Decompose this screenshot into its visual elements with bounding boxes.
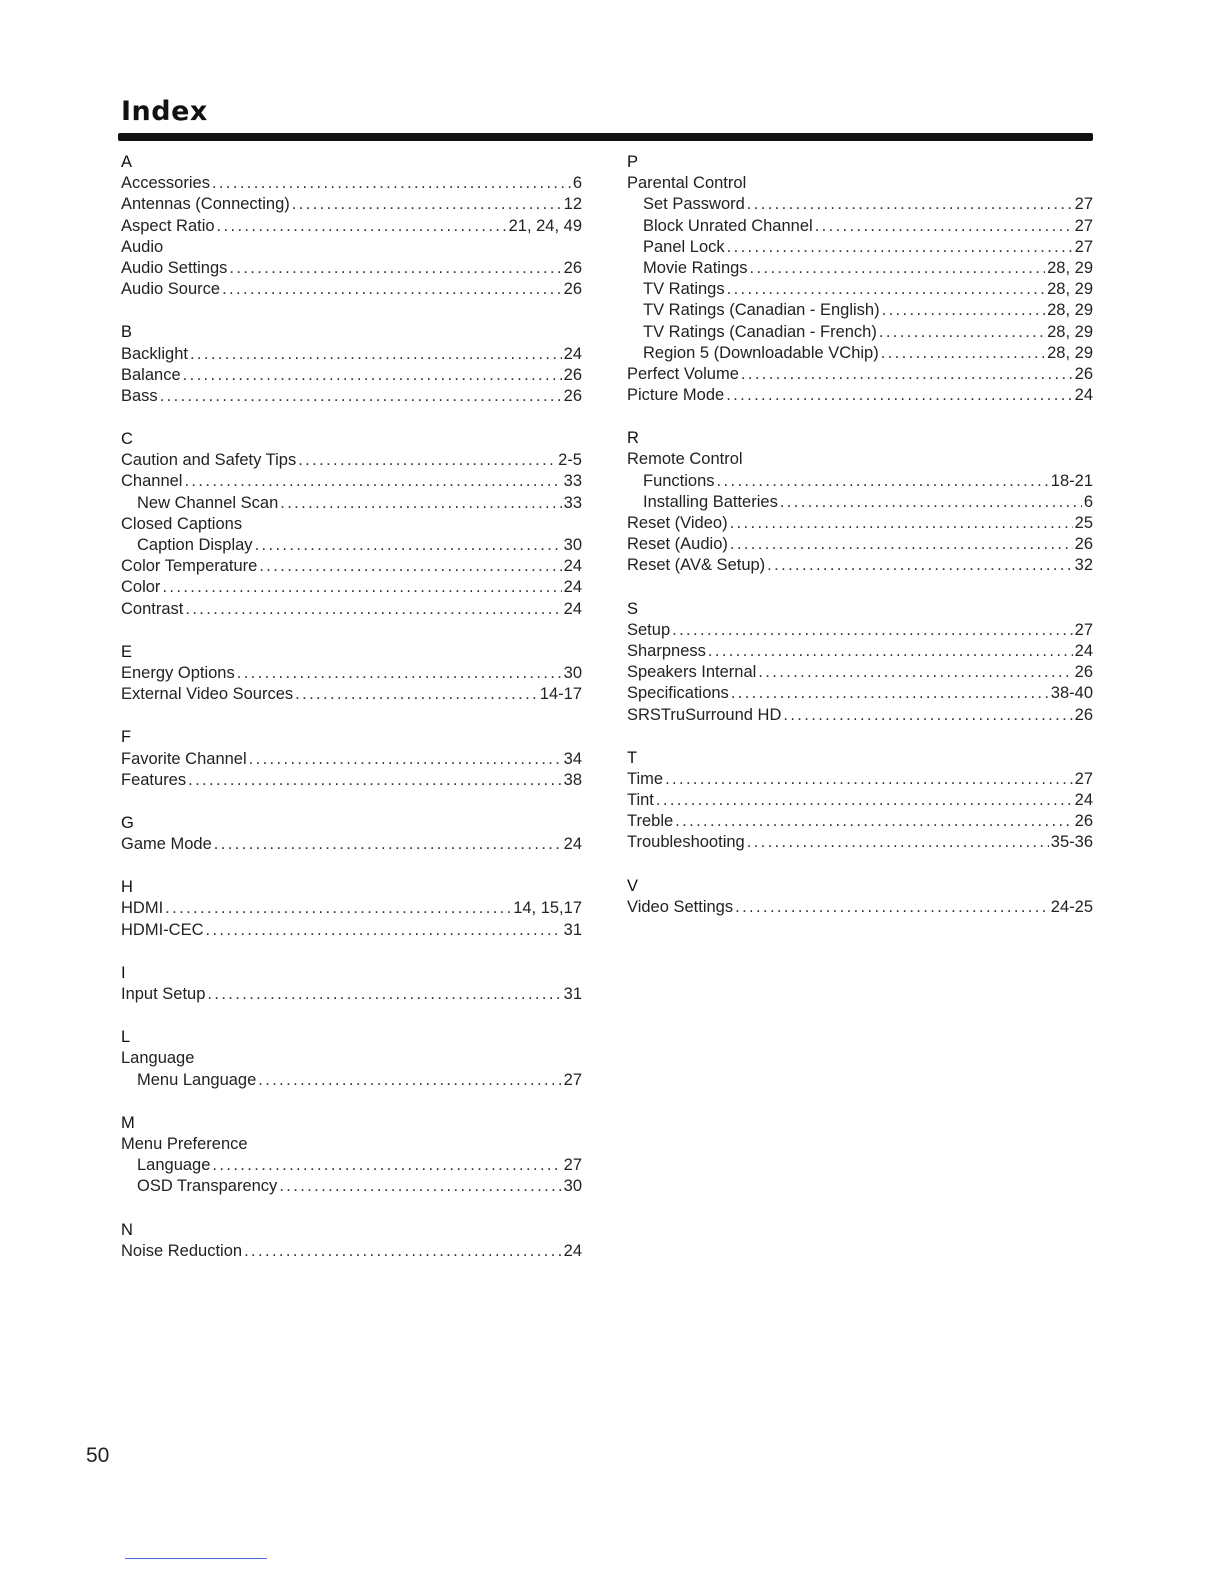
index-entry bbox=[121, 577, 582, 598]
entry-page: 27 bbox=[1074, 769, 1093, 788]
entry-page: 26 bbox=[563, 386, 582, 405]
entry-page: 26 bbox=[563, 365, 582, 384]
section-letter: P bbox=[627, 153, 639, 171]
entry-label: Reset (Audio) bbox=[627, 535, 728, 554]
dot-leader bbox=[780, 492, 1082, 513]
entry-label: TV Ratings (Canadian - French) bbox=[643, 322, 877, 341]
entry-label: Reset (AV& Setup) bbox=[627, 556, 766, 575]
index-subentry bbox=[627, 194, 1093, 215]
dot-leader bbox=[879, 322, 1045, 343]
index-entry bbox=[627, 705, 1093, 726]
entry-label: Region 5 (Downloadable VChip) bbox=[643, 343, 879, 362]
dot-leader bbox=[815, 216, 1073, 237]
index-section bbox=[121, 1113, 582, 1198]
index-section bbox=[121, 727, 582, 791]
index-subentry bbox=[627, 322, 1093, 343]
dot-leader bbox=[726, 385, 1072, 406]
index-section bbox=[121, 152, 582, 300]
entry-page: 28, 29 bbox=[1047, 280, 1093, 299]
entry-label: Color bbox=[121, 578, 161, 597]
section-letter: T bbox=[627, 748, 638, 767]
entry-page: 33 bbox=[563, 472, 582, 491]
dot-leader bbox=[750, 258, 1046, 279]
dot-leader bbox=[675, 811, 1072, 832]
page-title: Index bbox=[121, 96, 208, 127]
index-entry bbox=[121, 556, 582, 577]
index-entry bbox=[121, 834, 582, 855]
entry-label: Set Password bbox=[643, 195, 745, 214]
entry-label: OSD Transparency bbox=[137, 1177, 278, 1196]
entry-page: 38-40 bbox=[1050, 684, 1093, 703]
dot-leader bbox=[249, 749, 562, 770]
index-entry bbox=[627, 385, 1093, 406]
entry-page: 26 bbox=[563, 280, 582, 299]
entry-page: 31 bbox=[563, 985, 582, 1003]
entry-page: 28, 29 bbox=[1047, 322, 1093, 341]
entry-page: 26 bbox=[1074, 705, 1093, 724]
dot-leader bbox=[183, 365, 562, 386]
entry-page: 26 bbox=[1074, 535, 1093, 554]
index-entry bbox=[121, 344, 582, 365]
section-letter: A bbox=[121, 153, 133, 171]
index-subentry bbox=[627, 279, 1093, 300]
dot-leader bbox=[882, 300, 1046, 321]
entry-label: Features bbox=[121, 770, 187, 789]
entry-page: 24 bbox=[1074, 641, 1093, 660]
index-section bbox=[627, 599, 1093, 726]
index-section bbox=[627, 428, 1093, 576]
dot-leader bbox=[298, 450, 556, 471]
index-entry bbox=[627, 513, 1093, 534]
index-entry bbox=[121, 471, 582, 492]
index-subentry bbox=[627, 471, 1093, 492]
entry-page: 21, 24, 49 bbox=[508, 216, 582, 235]
dot-leader bbox=[783, 705, 1072, 726]
entry-label: Treble bbox=[627, 812, 674, 831]
entry-label: Input Setup bbox=[121, 985, 206, 1003]
index-section bbox=[627, 876, 1093, 918]
entry-label: Channel bbox=[121, 472, 183, 491]
index-heading: Parental Control bbox=[627, 174, 747, 193]
index-subentry bbox=[627, 300, 1093, 321]
dot-leader bbox=[217, 216, 507, 237]
index-entry bbox=[121, 984, 582, 1005]
dot-leader bbox=[206, 920, 562, 941]
index-entry bbox=[121, 450, 582, 471]
index-entry bbox=[627, 620, 1093, 641]
entry-label: Reset (Video) bbox=[627, 514, 728, 532]
entry-page: 26 bbox=[1074, 364, 1093, 383]
entry-page: 14-17 bbox=[539, 685, 582, 704]
dot-leader bbox=[207, 984, 561, 1005]
dot-leader bbox=[672, 620, 1073, 641]
entry-label: Noise Reduction bbox=[121, 1241, 243, 1260]
entry-page: 6 bbox=[572, 174, 582, 193]
index-subentry bbox=[121, 1176, 582, 1197]
entry-page: 31 bbox=[563, 920, 582, 939]
index-heading: Menu Preference bbox=[121, 1134, 248, 1153]
entry-label: SRSTruSurround HD bbox=[627, 705, 782, 724]
index-entry bbox=[121, 1241, 582, 1262]
entry-label: Favorite Channel bbox=[121, 749, 247, 768]
entry-page: 24 bbox=[1074, 386, 1093, 405]
index-section bbox=[121, 1027, 582, 1091]
entry-page: 24-25 bbox=[1050, 897, 1093, 916]
entry-label: Time bbox=[627, 769, 664, 788]
entry-page: 24 bbox=[563, 344, 582, 363]
entry-page: 6 bbox=[1083, 492, 1093, 511]
entry-label: Troubleshooting bbox=[627, 833, 745, 852]
index-entry bbox=[121, 365, 582, 386]
index-heading: Closed Captions bbox=[121, 514, 243, 533]
entry-label: Panel Lock bbox=[643, 237, 725, 256]
entry-page: 33 bbox=[563, 493, 582, 512]
dot-leader bbox=[244, 1241, 562, 1262]
index-entry bbox=[121, 684, 582, 705]
index-column-left bbox=[121, 152, 582, 1284]
dot-leader bbox=[258, 1070, 561, 1091]
section-letter: H bbox=[121, 878, 133, 897]
entry-page: 38 bbox=[563, 770, 582, 789]
section-letter: C bbox=[121, 430, 133, 449]
dot-leader bbox=[188, 770, 562, 791]
dot-leader bbox=[237, 663, 562, 684]
entry-label: Color Temperature bbox=[121, 557, 258, 576]
entry-label: Aspect Ratio bbox=[121, 216, 215, 235]
dot-leader bbox=[656, 790, 1073, 811]
index-entry bbox=[627, 555, 1093, 576]
index-section bbox=[121, 963, 582, 1005]
section-letter: I bbox=[121, 963, 126, 982]
section-letter: S bbox=[627, 599, 639, 618]
entry-label: Block Unrated Channel bbox=[643, 216, 813, 235]
entry-label: Specifications bbox=[627, 684, 729, 703]
entry-label: Perfect Volume bbox=[627, 364, 739, 383]
entry-page: 27 bbox=[1074, 216, 1093, 235]
dot-leader bbox=[708, 641, 1073, 662]
dot-leader bbox=[214, 834, 562, 855]
entry-page: 25 bbox=[1074, 514, 1093, 532]
index-subentry bbox=[121, 535, 582, 556]
index-subentry bbox=[121, 1070, 582, 1091]
dot-leader bbox=[735, 897, 1049, 918]
index-subentry bbox=[627, 258, 1093, 279]
dot-leader bbox=[280, 493, 561, 514]
entry-label: Backlight bbox=[121, 344, 188, 363]
index-subentry bbox=[121, 493, 582, 514]
dot-leader bbox=[730, 534, 1073, 555]
section-letter: E bbox=[121, 642, 133, 661]
entry-label: Accessories bbox=[121, 174, 210, 193]
dot-leader bbox=[162, 577, 561, 598]
entry-label: Contrast bbox=[121, 599, 184, 618]
entry-label: Caption Display bbox=[137, 536, 253, 554]
dot-leader bbox=[212, 1155, 561, 1176]
page-number: 50 bbox=[86, 1444, 110, 1467]
dot-leader bbox=[292, 194, 562, 215]
section-letter: R bbox=[627, 429, 639, 448]
entry-page: 24 bbox=[1074, 791, 1093, 810]
entry-page: 12 bbox=[563, 195, 582, 214]
dot-leader bbox=[295, 684, 538, 705]
entry-page: 32 bbox=[1074, 556, 1093, 575]
index-entry bbox=[627, 641, 1093, 662]
index-entry bbox=[627, 832, 1093, 853]
entry-label: Menu Language bbox=[137, 1070, 257, 1089]
dot-leader bbox=[881, 343, 1045, 364]
footer-line bbox=[125, 1558, 267, 1559]
index-entry bbox=[627, 534, 1093, 555]
dot-leader bbox=[727, 237, 1073, 258]
index-section bbox=[627, 748, 1093, 854]
dot-leader bbox=[731, 683, 1049, 704]
entry-label: Movie Ratings bbox=[643, 258, 748, 277]
entry-page: 24 bbox=[563, 578, 582, 597]
entry-page: 30 bbox=[563, 663, 582, 682]
dot-leader bbox=[212, 173, 571, 194]
index-section bbox=[121, 1220, 582, 1262]
index-column-right bbox=[627, 152, 1093, 940]
index-entry bbox=[121, 599, 582, 620]
entry-page: 27 bbox=[563, 1156, 582, 1175]
section-letter: M bbox=[121, 1113, 135, 1132]
entry-page: 24 bbox=[563, 835, 582, 854]
entry-page: 24 bbox=[563, 1241, 582, 1260]
section-letter: G bbox=[121, 813, 134, 832]
entry-page: 27 bbox=[1074, 620, 1093, 639]
index-entry bbox=[121, 663, 582, 684]
dot-leader bbox=[184, 471, 561, 492]
entry-label: Energy Options bbox=[121, 663, 235, 682]
entry-page: 34 bbox=[563, 749, 582, 768]
index-heading: Language bbox=[121, 1049, 195, 1068]
entry-page: 28, 29 bbox=[1047, 343, 1093, 362]
index-section bbox=[121, 642, 582, 706]
index-subentry bbox=[627, 343, 1093, 364]
index-entry bbox=[121, 194, 582, 215]
entry-label: Sharpness bbox=[627, 641, 706, 660]
entry-label: Tint bbox=[627, 791, 654, 810]
dot-leader bbox=[165, 898, 511, 919]
entry-label: Caution and Safety Tips bbox=[121, 451, 297, 470]
entry-label: Balance bbox=[121, 365, 181, 384]
entry-label: Video Settings bbox=[627, 897, 734, 916]
entry-label: Antennas (Connecting) bbox=[121, 195, 290, 214]
index-entry bbox=[121, 898, 582, 919]
index-entry bbox=[627, 790, 1093, 811]
index-entry bbox=[627, 769, 1093, 790]
section-letter: N bbox=[121, 1220, 133, 1239]
dot-leader bbox=[229, 258, 561, 279]
dot-leader bbox=[741, 364, 1073, 385]
dot-leader bbox=[665, 769, 1073, 790]
entry-label: New Channel Scan bbox=[137, 493, 279, 512]
dot-leader bbox=[758, 662, 1072, 683]
entry-page: 24 bbox=[563, 557, 582, 576]
entry-page: 24 bbox=[563, 599, 582, 618]
index-section bbox=[121, 429, 582, 620]
section-letter: F bbox=[121, 728, 132, 747]
entry-label: TV Ratings bbox=[643, 280, 725, 299]
index-section bbox=[121, 877, 582, 941]
index-section bbox=[627, 152, 1093, 406]
index-subentry bbox=[627, 237, 1093, 258]
index-entry bbox=[627, 683, 1093, 704]
index-entry bbox=[121, 216, 582, 237]
dot-leader bbox=[279, 1176, 561, 1197]
section-letter: L bbox=[121, 1028, 131, 1047]
index-entry bbox=[627, 662, 1093, 683]
entry-page: 30 bbox=[563, 536, 582, 554]
index-entry bbox=[121, 279, 582, 300]
entry-label: HDMI-CEC bbox=[121, 920, 204, 939]
index-entry bbox=[121, 258, 582, 279]
index-entry bbox=[627, 811, 1093, 832]
section-letter: B bbox=[121, 323, 133, 342]
entry-page: 30 bbox=[563, 1177, 582, 1196]
dot-leader bbox=[747, 194, 1073, 215]
entry-page: 26 bbox=[1074, 812, 1093, 831]
index-subentry bbox=[627, 492, 1093, 513]
index-entry bbox=[121, 386, 582, 407]
index-entry bbox=[121, 749, 582, 770]
index-entry bbox=[121, 920, 582, 941]
dot-leader bbox=[190, 344, 562, 365]
index-section bbox=[121, 322, 582, 407]
entry-label: External Video Sources bbox=[121, 685, 294, 704]
entry-page: 27 bbox=[1074, 237, 1093, 256]
entry-label: TV Ratings (Canadian - English) bbox=[643, 301, 880, 320]
dot-leader bbox=[717, 471, 1049, 492]
entry-page: 14, 15,17 bbox=[513, 899, 582, 918]
entry-label: Bass bbox=[121, 386, 158, 405]
dot-leader bbox=[160, 386, 562, 407]
entry-page: 18-21 bbox=[1050, 471, 1093, 490]
entry-page: 35-36 bbox=[1050, 833, 1093, 852]
entry-page: 28, 29 bbox=[1047, 258, 1093, 277]
dot-leader bbox=[730, 513, 1073, 534]
entry-label: Installing Batteries bbox=[643, 492, 778, 511]
entry-page: 27 bbox=[1074, 195, 1093, 214]
index-entry bbox=[627, 897, 1093, 918]
entry-label: Functions bbox=[643, 471, 715, 490]
dot-leader bbox=[747, 832, 1049, 853]
section-letter: V bbox=[627, 876, 639, 895]
entry-label: Audio Source bbox=[121, 280, 221, 299]
entry-label: HDMI bbox=[121, 899, 164, 918]
dot-leader bbox=[259, 556, 561, 577]
entry-page: 28, 29 bbox=[1047, 301, 1093, 320]
entry-label: Language bbox=[137, 1156, 211, 1175]
dot-leader bbox=[767, 555, 1072, 576]
entry-label: Setup bbox=[627, 620, 671, 639]
entry-page: 26 bbox=[563, 258, 582, 277]
index-subentry bbox=[627, 216, 1093, 237]
entry-page: 26 bbox=[1074, 663, 1093, 682]
index-heading: Audio bbox=[121, 237, 164, 256]
dot-leader bbox=[185, 599, 561, 620]
entry-label: Game Mode bbox=[121, 835, 212, 854]
index-heading: Remote Control bbox=[627, 450, 743, 469]
entry-label: Picture Mode bbox=[627, 386, 725, 405]
index-entry bbox=[121, 173, 582, 194]
dot-leader bbox=[255, 535, 562, 556]
index-section bbox=[121, 813, 582, 855]
title-rule bbox=[118, 133, 1093, 141]
entry-label: Speakers Internal bbox=[627, 663, 757, 682]
index-entry bbox=[627, 364, 1093, 385]
dot-leader bbox=[222, 279, 562, 300]
entry-page: 2-5 bbox=[558, 451, 582, 470]
index-entry bbox=[121, 770, 582, 791]
index-subentry bbox=[121, 1155, 582, 1176]
entry-page: 27 bbox=[563, 1070, 582, 1089]
dot-leader bbox=[727, 279, 1046, 300]
entry-label: Audio Settings bbox=[121, 258, 228, 277]
